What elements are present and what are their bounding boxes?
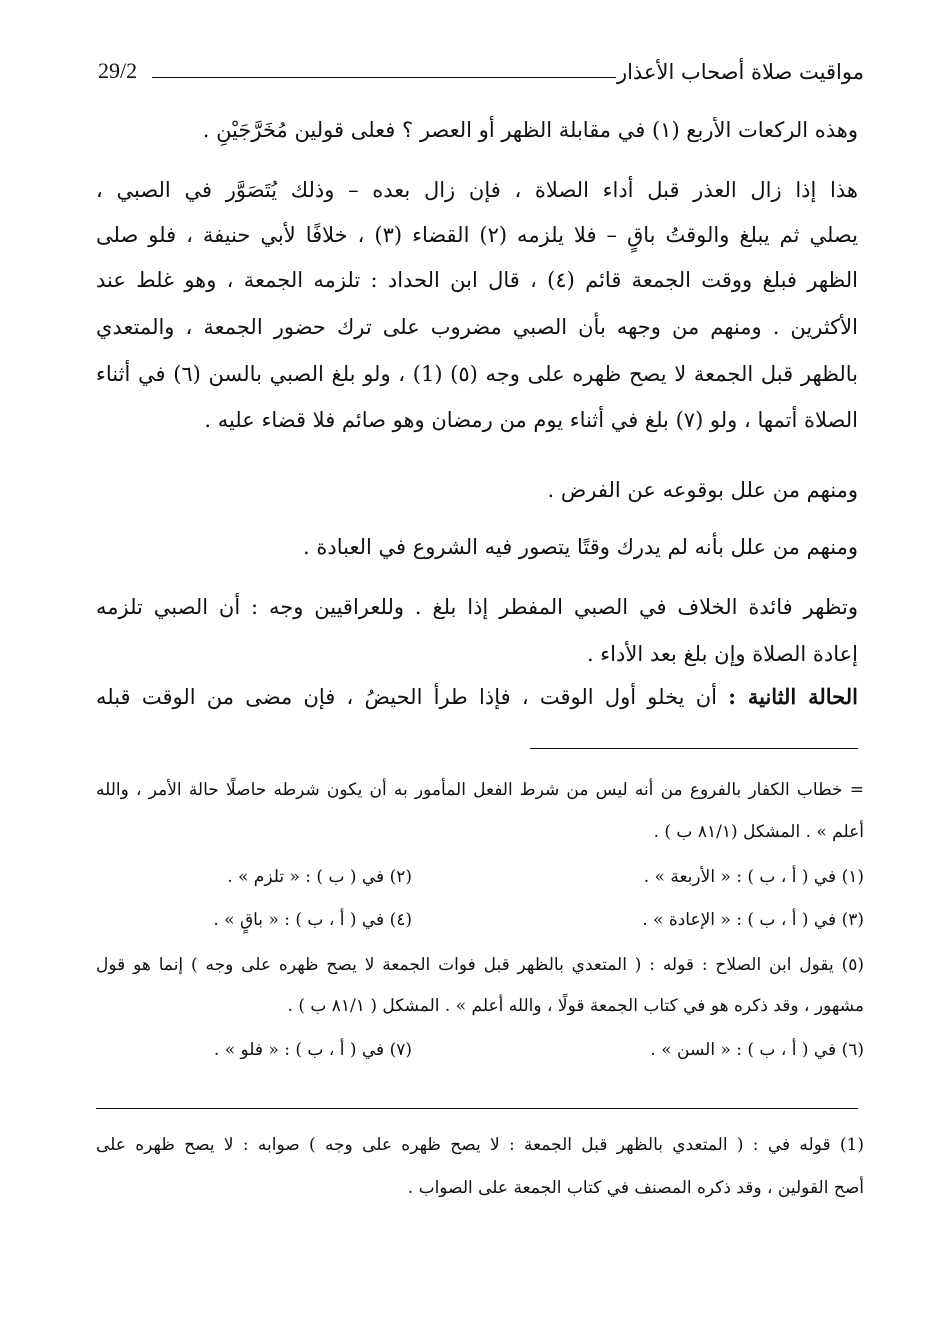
body-line: الصلاة أتمها ، ولو (٧) بلغ في أثناء يوم من رمضان وهو صائم فلا قضاء عليه . — [204, 408, 858, 432]
footnote-5: (٥) يقول ابن الصلاح : قوله : ( المتعدي بالظهر قبل فوات الجمعة لا يصح ظهره على وجه ) إنما هو قول — [96, 955, 864, 975]
editor-note-separator — [96, 1108, 858, 1109]
section-line — [96, 684, 858, 709]
body-line: يصلي ثم يبلغ والوقتُ باقٍ – فلا يلزمه (٢) القضاء (٣) ، خلافًا لأبي حنيفة ، فلو صلى — [96, 223, 858, 247]
body-line: وهذه الركعات الأربع (١) في مقابلة الظهر أو العصر ؟ فعلى قولين مُخَرَّجَيْنِ . — [202, 118, 858, 142]
footnote-7: (٧) في ( أ ، ب ) : « فلو » . — [213, 1040, 412, 1060]
footnote-6: (٦) في ( أ ، ب ) : « السن » . — [650, 1040, 864, 1060]
body-line: الأكثرين . ومنهم من وجهه بأن الصبي مضروب على ترك حضور الجمعة ، والمتعدي — [96, 315, 858, 339]
page-number: 29/2 — [98, 58, 138, 83]
footnote-continued: = خطاب الكفار بالفروع من أنه ليس من شرط الفعل المأمور به أن يكون شرطه حاصلًا حالة الأمر ، والله — [96, 780, 864, 800]
footnote-continued: أعلم » . المشكل (٨١/١ ب ) . — [653, 822, 864, 842]
section-text: أن يخلو أول الوقت ، فإذا طرأ الحيضُ ، فإن مضى من الوقت قبله — [96, 685, 717, 709]
running-header-title: مواقيت صلاة أصحاب الأعذار — [616, 60, 864, 84]
footnote-2: (٢) في ( ب ) : « تلزم » . — [227, 867, 412, 887]
section-label: الحالة الثانية : — [728, 684, 858, 709]
footnote-3: (٣) في ( أ ، ب ) : « الإعادة » . — [642, 910, 864, 930]
body-line: ومنهم من علل بأنه لم يدرك وقتًا يتصور فيه الشروع في العبادة . — [303, 535, 858, 559]
footnote-5-cont: مشهور ، وقد ذكره هو في كتاب الجمعة قولًا ، والله أعلم » . المشكل ( ٨١/١ ب ) . — [287, 996, 864, 1016]
body-line: وتظهر فائدة الخلاف في الصبي المفطر إذا بلغ . وللعراقيين وجه : أن الصبي تلزمه — [96, 595, 858, 619]
body-line: الظهر فبلغ ووقت الجمعة قائم (٤) ، قال ابن الحداد : تلزمه الجمعة ، وهو غلط عند — [96, 268, 858, 292]
editor-note-line: أصح القولين ، وقد ذكره المصنف في كتاب الجمعة على الصواب . — [407, 1178, 864, 1198]
editor-note-line: (1) قوله في : ( المتعدي بالظهر قبل الجمعة : لا يصح ظهره على وجه ) صوابه : لا يصح ظهره على — [96, 1135, 865, 1155]
footnote-4: (٤) في ( أ ، ب ) : « باقٍ » . — [213, 910, 412, 930]
body-line: هذا إذا زال العذر قبل أداء الصلاة ، فإن زال بعده – وذلك يُتَصَوَّر في الصبي ، — [96, 178, 858, 202]
footnote-1: (١) في ( أ ، ب ) : « الأربعة » . — [643, 867, 864, 887]
body-line: ومنهم من علل بوقوعه عن الفرض . — [547, 478, 858, 502]
body-line: بالظهر قبل الجمعة لا يصح ظهره على وجه (٥) (1) ، ولو بلغ الصبي بالسن (٦) في أثناء — [96, 362, 858, 386]
header-rule — [152, 77, 616, 78]
footnote-separator — [530, 748, 858, 749]
body-line: إعادة الصلاة وإن بلغ بعد الأداء . — [586, 642, 858, 666]
